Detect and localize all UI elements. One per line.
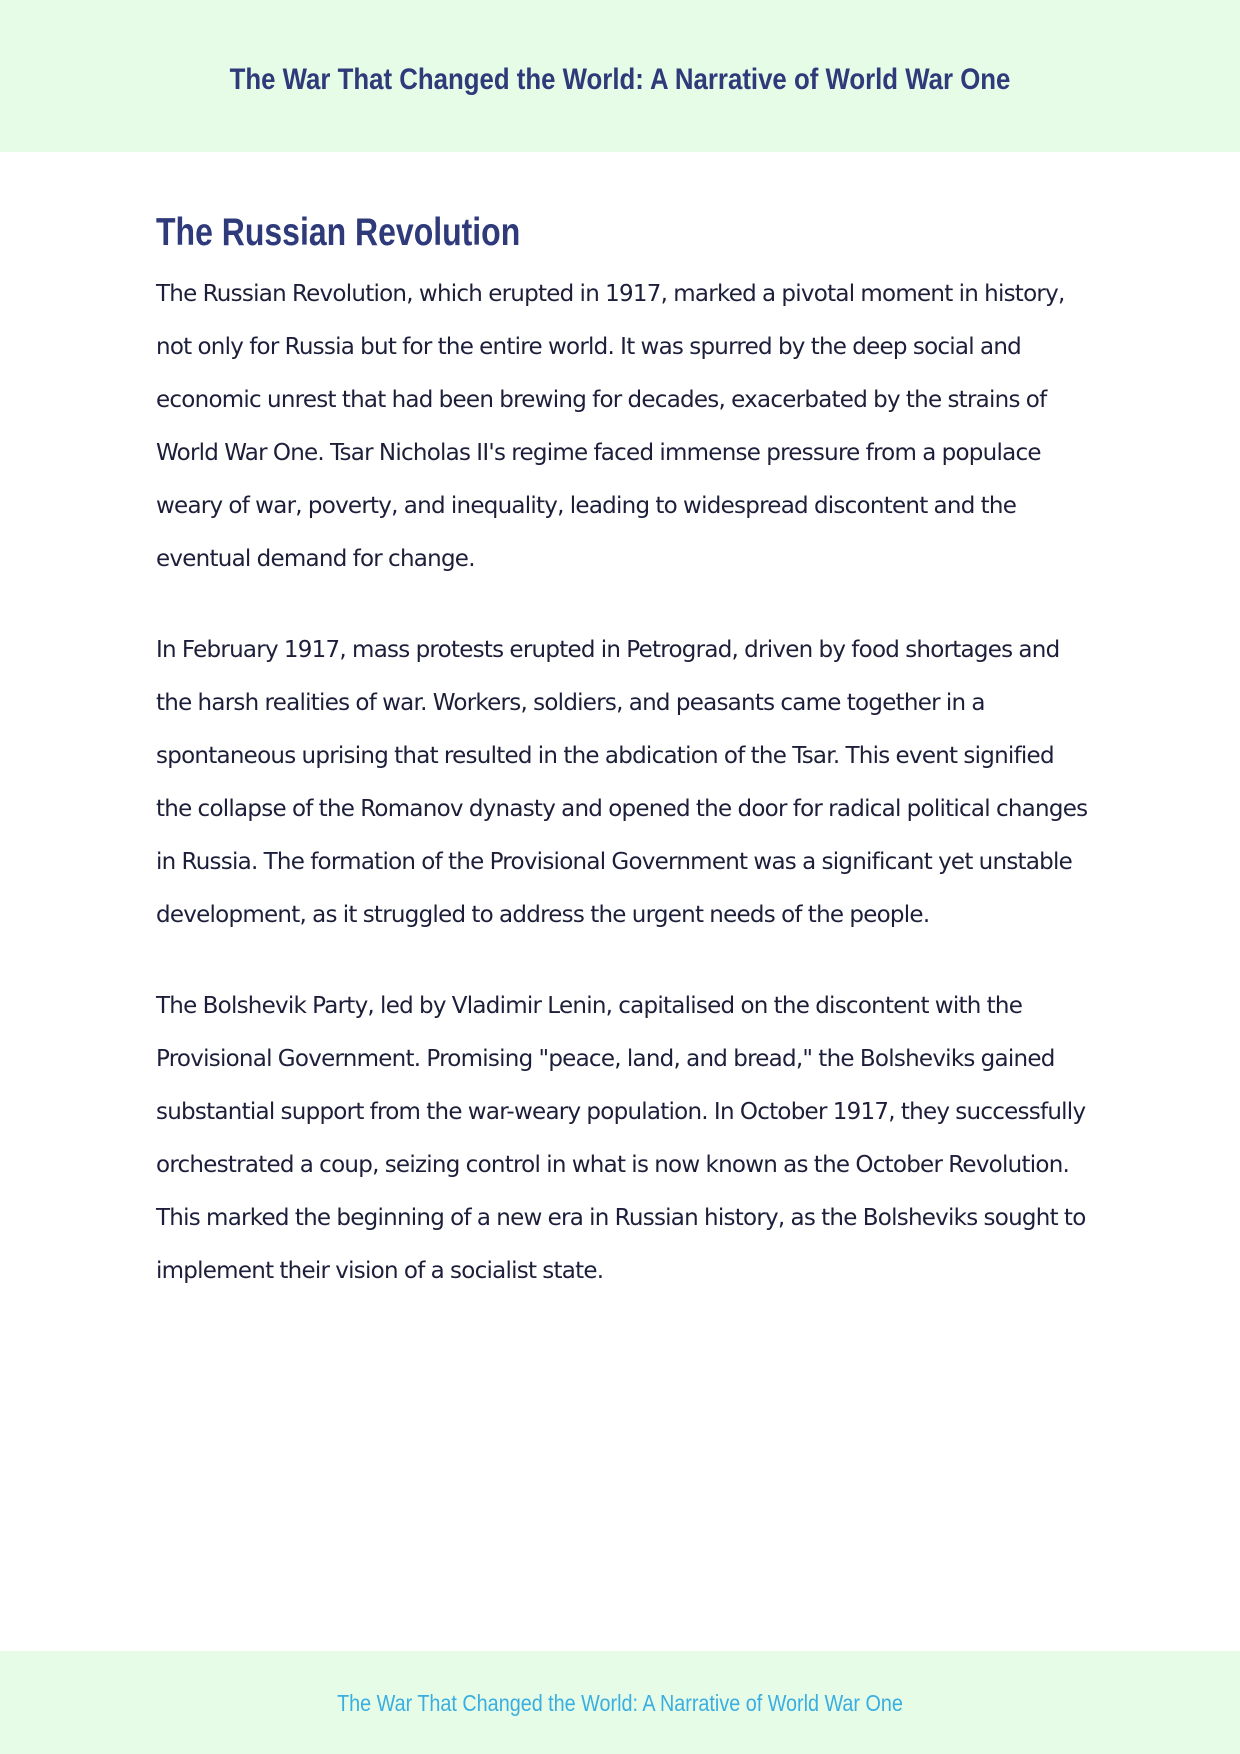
header-title: The War That Changed the World: A Narrative of World War One	[229, 63, 1011, 96]
section-title: The Russian Revolution	[156, 211, 521, 254]
page-header	[0, 0, 1240, 152]
paragraph: In February 1917, mass protests erupted in Petrograd, driven by food shortages and the harsh realities of war. Workers, soldiers, and peasants came together in a spontaneous uprising that resulted in the abdication of the Tsar. This event signified the collapse of the Romanov dynasty and opened the door for radical political changes in Russia. The formation of the Provisional Government was a significant yet unstable development, as it struggled to address the urgent needs of the people.	[156, 637, 1088, 928]
footer-text: The War That Changed the World: A Narrative of World War One	[337, 1690, 903, 1716]
paragraph: The Bolshevik Party, led by Vladimir Lenin, capitalised on the discontent with the Provisional Government. Promising "peace, land, and bread," the Bolsheviks gained substantial support from the war-weary population. In October 1917, they successfully orchestrated a coup, seizing control in what is now known as the October Revolution. This marked the beginning of a new era in Russian history, as the Bolsheviks sought to implement their vision of a socialist state.	[156, 993, 1086, 1284]
paragraph: The Russian Revolution, which erupted in 1917, marked a pivotal moment in history, not only for Russia but for the entire world. It was spurred by the deep social and economic unrest that had been brewing for decades, exacerbated by the strains of World War One. Tsar Nicholas II's regime faced immense pressure from a populace weary of war, poverty, and inequality, leading to widespread discontent and the eventual demand for change.	[156, 281, 1065, 572]
main-content	[156, 208, 1088, 1336]
page-footer	[0, 1651, 1240, 1754]
